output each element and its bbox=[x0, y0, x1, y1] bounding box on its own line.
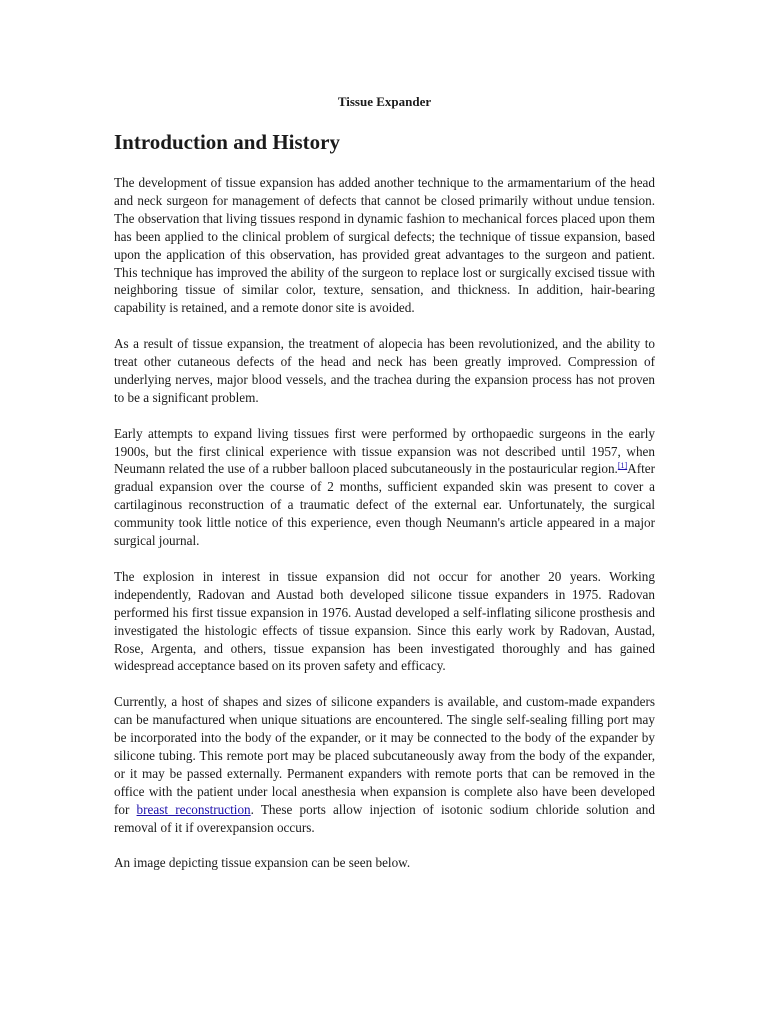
paragraph-6: An image depicting tissue expansion can be seen below. bbox=[114, 855, 411, 871]
paragraph-5 bbox=[114, 693, 655, 836]
breast-reconstruction-link[interactable]: breast reconstruction bbox=[136, 801, 251, 817]
paragraph-5-text-a: Currently, a host of shapes and sizes of silicone expanders is available, and custom-made expanders can be manufactured when unique situations are encountered. The single self-sealing filling port may be incorporated into the body of the expander, or it may be connected to the body of the expander by silicone tubing. This remote port may be placed subcutaneously away from the body of the expander, or it may be passed externally. Permanent expanders with remote ports that can be removed in the office with the patient under local anesthesia when expansion is complete also have been developed for bbox=[114, 694, 655, 817]
paragraph-3-text-a: Early attempts to expand living tissues first were performed by orthopaedic surgeons in the early 1900s, but the first clinical experience with tissue expansion was not described until 1957, when Neumann related the use of a rubber balloon placed subcutaneously in the postauricular region. bbox=[114, 425, 655, 477]
document-title: Tissue Expander bbox=[337, 94, 432, 109]
section-heading: Introduction and History bbox=[114, 130, 340, 154]
paragraph-5-text-b: . These ports allow injection of isotonic sodium chloride solution and removal of it if overexpansion occurs. bbox=[114, 801, 655, 835]
paragraph-3 bbox=[114, 425, 655, 550]
paragraph-1: The development of tissue expansion has added another technique to the armamentarium of the head and neck surgeon for management of defects that cannot be closed primarily without undue tension. The observation that living tissues respond in dynamic fashion to mechanical forces placed upon them has been applied to the clinical problem of surgical defects; the technique of tissue expansion, based upon the application of this observation, has provided great advantages to the surgeon and patient. This technique has improved the ability of the surgeon to replace lost or surgically excised tissue with neighboring tissue of similar color, texture, sensation, and thickness. In addition, hair-bearing capability is retained, and a remote donor site is avoided. bbox=[114, 175, 655, 316]
paragraph-3-text-b: After gradual expansion over the course of 2 months, sufficient expanded skin was present to cover a cartilaginous reconstruction of a traumatic defect of the external ear. Unfortunately, the surgical community took little notice of this experience, even though Neumann's article appeared in a major surgical journal. bbox=[114, 461, 655, 549]
paragraph-2: As a result of tissue expansion, the treatment of alopecia has been revolutionized, and the ability to treat other cutaneous defects of the head and neck has been greatly improved. Compression of underlying nerves, major blood vessels, and the trachea during the expansion process has not proven to be a significant problem. bbox=[114, 336, 655, 405]
paragraph-4: The explosion in interest in tissue expansion did not occur for another 20 years. Working independently, Radovan and Austad both developed silicone tissue expanders in 1975. Radovan performed his first tissue expansion in 1976. Austad developed a self-inflating silicone prosthesis and investigated the histologic effects of tissue expansion. Since this early work by Radovan, Austad, Rose, Argenta, and others, tissue expansion has been investigated thoroughly and has gained widespread acceptance based on its proven safety and efficacy. bbox=[114, 568, 655, 674]
citation-link[interactable]: [1] bbox=[617, 461, 628, 471]
document-body bbox=[114, 174, 655, 890]
